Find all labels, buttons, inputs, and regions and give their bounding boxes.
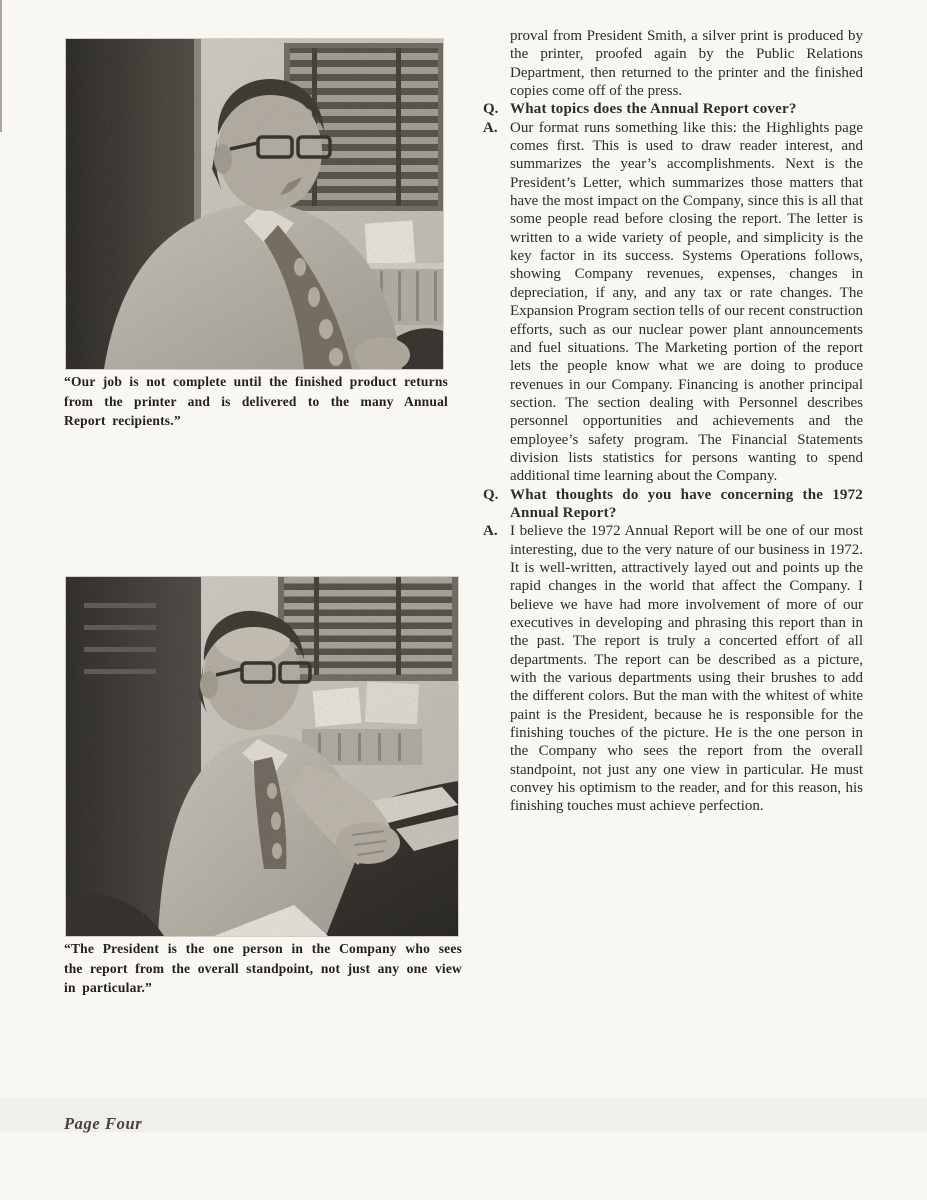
answer-label: A. (483, 119, 498, 136)
question-text: What thoughts do you have concerning the 1972 Annual Report? (510, 486, 863, 521)
photo1-film-grain (66, 39, 443, 369)
continued-paragraph: proval from President Smith, a silver print is produced by the printer, proofed again by the Public Relations Department, then returned to the printer and the finished copies come off of the press. (510, 28, 863, 100)
photo-illustration (66, 577, 458, 936)
question-label: Q. (483, 101, 499, 118)
page-number: Page Four (64, 1114, 143, 1133)
answer-item-1 (483, 119, 863, 486)
photo2-caption: “The President is the one person in the Company who sees the report from the overall standpoint, not just any one view in particular.” (64, 941, 462, 995)
question-item-2 (483, 486, 863, 523)
photo-man-seated-by-window (66, 39, 443, 369)
question-item-1 (483, 100, 863, 118)
photo-man-seated-at-desk (66, 577, 458, 936)
answer-label: A. (483, 523, 498, 540)
answer-item-2 (483, 522, 863, 816)
photo1-caption: “Our job is not complete until the finished product returns from the printer and is delivered to the many Annual Report recipients.” (64, 374, 448, 428)
question-label: Q. (483, 486, 499, 503)
scan-artifact-left-edge (0, 0, 2, 132)
photo-illustration (66, 39, 443, 369)
question-text: What topics does the Annual Report cover? (510, 101, 797, 118)
photo2-film-grain (66, 577, 458, 936)
answer-text: I believe the 1972 Annual Report will be one of our most interesting, due to the very nature of our business in 1972. It is well-written, attractively layed out and points up the rapid changes in the world that affect the Company. I believe we have had more involvement of more of our executives in developing and phrasing this report than in the past. The report is truly a concerted effort of all departments. The report can be described as a picture, with the various departments using their brushes to add the different colors. But the man with the whitest of white paint is the President, because he is responsible for the finishing touches of the picture. He is the one person in the Company who sees the report from the overall standpoint, not just any one view in particular. He must convey his optimism to the reader, and for this reason, his finishing touches must achieve perfection. (510, 523, 863, 815)
answer-text: Our format runs something like this: the Highlights page comes first. This is used to draw reader interest, and summarizes the year’s accomplishments. Next is the President’s Letter, which summarizes those matters that have the most impact on the Company, since this is all that some people read before closing the report. The letter is written to a wide variety of people, and simplicity is the key factor in its success. Systems Operations follows, showing Company revenues, expenses, changes in depreciation, if any, and any tax or rate changes. The Expansion Program section tells of our recent construction efforts, such as our nuclear power plant announcements and fuel situations. The Marketing portion of the report lets the people know what we are doing to produce revenues in our Company. Financing is another principal section. The section dealing with Personnel describes personnel opportunities and achievements and the employee’s safety program. The Financial Statements division lists statistics for persons wanting to spend additional time learning about the Company. (510, 119, 863, 485)
qa-text-column (483, 27, 863, 816)
